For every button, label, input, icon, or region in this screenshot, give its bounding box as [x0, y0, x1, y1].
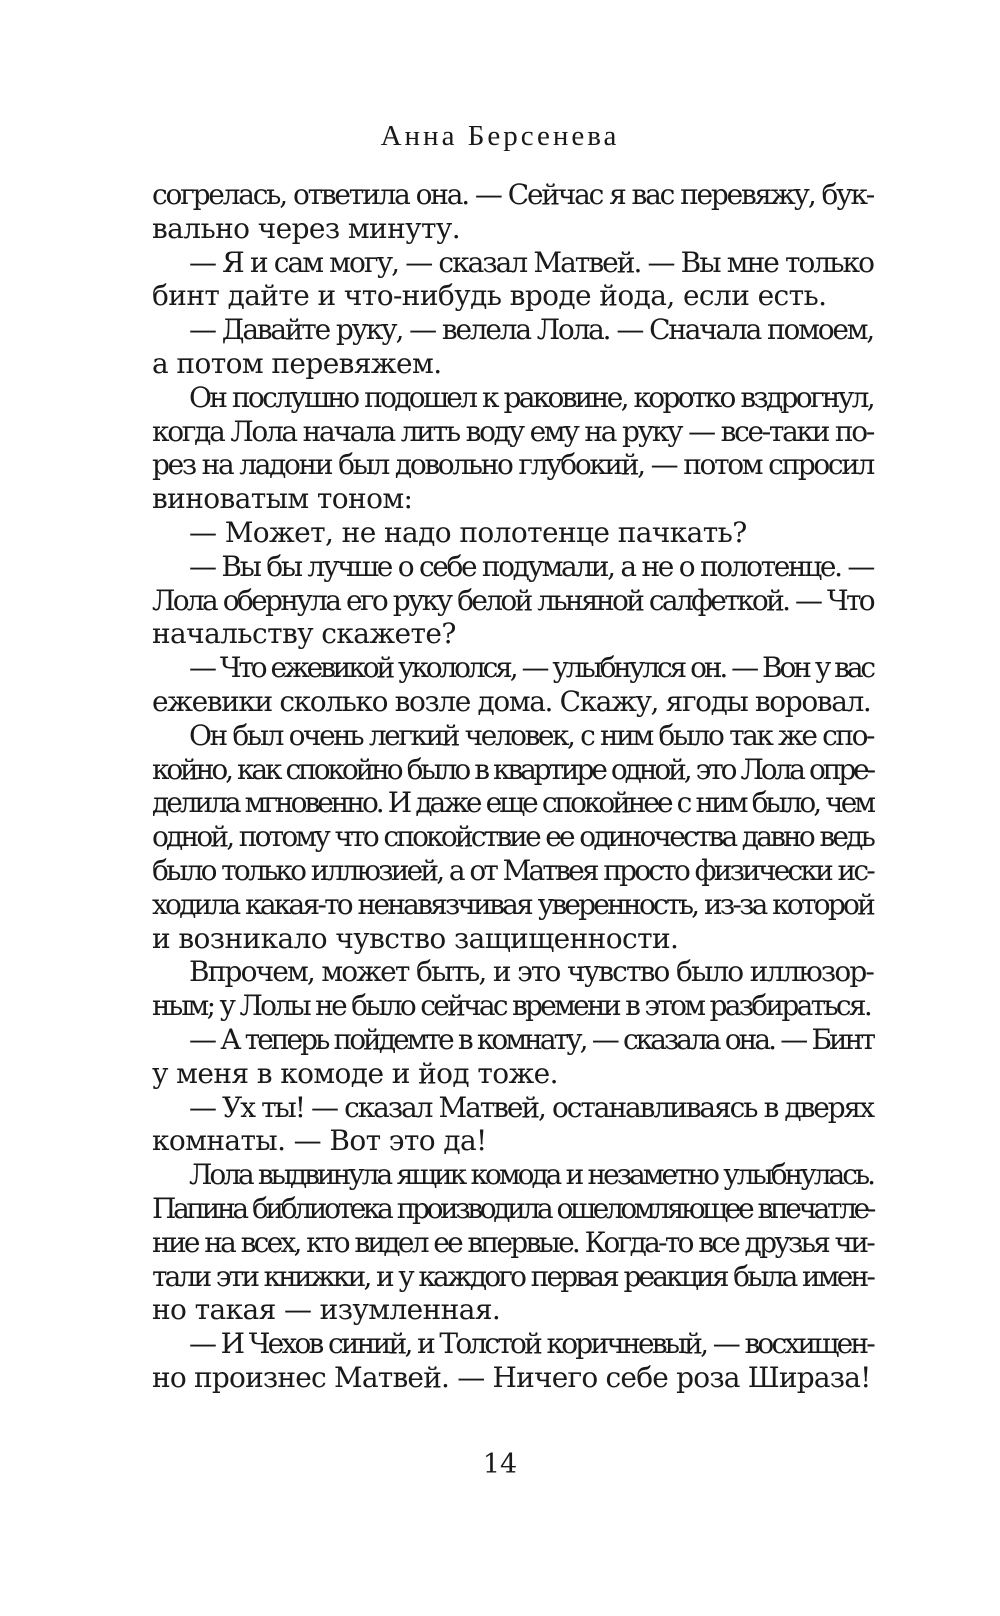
text-line: но такая — изумленная.: [152, 1293, 501, 1327]
text-line: Впрочем, может быть, и это чувство было иллюзор-: [189, 955, 873, 989]
text-line: но произнес Матвей. — Ничего себе роза Шираза!: [152, 1360, 871, 1394]
text-line: ежевики сколько возле дома. Скажу, ягоды воровал.: [152, 684, 871, 718]
text-line: одной, потому что спокойствие ее одиночества давно ведь: [152, 820, 873, 854]
text-line: — Ух ты! — сказал Матвей, останавливаясь в дверях: [189, 1090, 873, 1124]
text-line: — Давайте руку, — велела Лола. — Сначала помоем,: [189, 313, 873, 347]
text-line: вально через минуту.: [152, 211, 461, 245]
text-line: делила мгновенно. И даже еще спокойнее с ним было, чем: [152, 786, 873, 820]
text-line: ние на всех, кто видел ее впервые. Когда-то все друзья чи-: [152, 1225, 873, 1259]
text-line: рез на ладони был довольно глубокий, — потом спросил: [152, 448, 873, 482]
running-head-author: Анна Берсенева: [380, 120, 620, 152]
text-line: бинт дайте и что-нибудь вроде йода, если есть.: [152, 279, 827, 313]
text-line: Лола выдвинула ящик комода и незаметно улыбнулась.: [189, 1158, 873, 1192]
body-text: [152, 178, 873, 1395]
text-line: было только иллюзией, а от Матвея просто физически ис-: [152, 853, 873, 887]
text-line: — Может, не надо полотенце пачкать?: [189, 515, 747, 549]
text-line: — Что ежевикой укололся, — улыбнулся он. — Вон у вас: [189, 651, 873, 685]
text-line: виноватым тоном:: [152, 482, 413, 516]
page-number: 14: [482, 1449, 518, 1480]
text-line: Папина библиотека производила ошеломляющее впечатле-: [152, 1191, 873, 1225]
text-line: и возникало чувство защищенности.: [152, 921, 679, 955]
text-line: — И Чехов синий, и Толстой коричневый, — восхищен-: [189, 1327, 873, 1361]
text-line: ходила какая-то ненавязчивая уверенность, из-за которой: [152, 887, 873, 921]
text-line: согрелась, ответила она. — Сейчас я вас перевяжу, бук-: [152, 178, 873, 211]
text-line: когда Лола начала лить воду ему на руку — все-таки по-: [152, 414, 873, 448]
text-line: Он был очень легкий человек, с ним было так же спо-: [189, 718, 873, 752]
text-line: у меня в комоде и йод тоже.: [152, 1056, 558, 1090]
text-line: койно, как спокойно было в квартире одной, это Лола опре-: [152, 752, 873, 786]
text-line: Он послушно подошел к раковине, коротко вздрогнул,: [189, 380, 873, 414]
text-line: — Я и сам могу, — сказал Матвей. — Вы мне только: [189, 245, 873, 279]
text-line: — Вы бы лучше о себе подумали, а не о полотенце. —: [189, 549, 873, 583]
text-line: Лола обернула его руку белой льняной салфеткой. — Что: [152, 583, 873, 617]
text-line: а потом перевяжем.: [152, 346, 442, 380]
text-line: начальству скажете?: [152, 617, 456, 651]
text-line: комнаты. — Вот это да!: [152, 1124, 487, 1158]
text-line: — А теперь пойдемте в комнату, — сказала она. — Бинт: [189, 1022, 873, 1056]
text-line: ным; у Лолы не было сейчас времени в этом разбираться.: [152, 989, 871, 1023]
text-line: тали эти книжки, и у каждого первая реакция была имен-: [152, 1259, 873, 1293]
